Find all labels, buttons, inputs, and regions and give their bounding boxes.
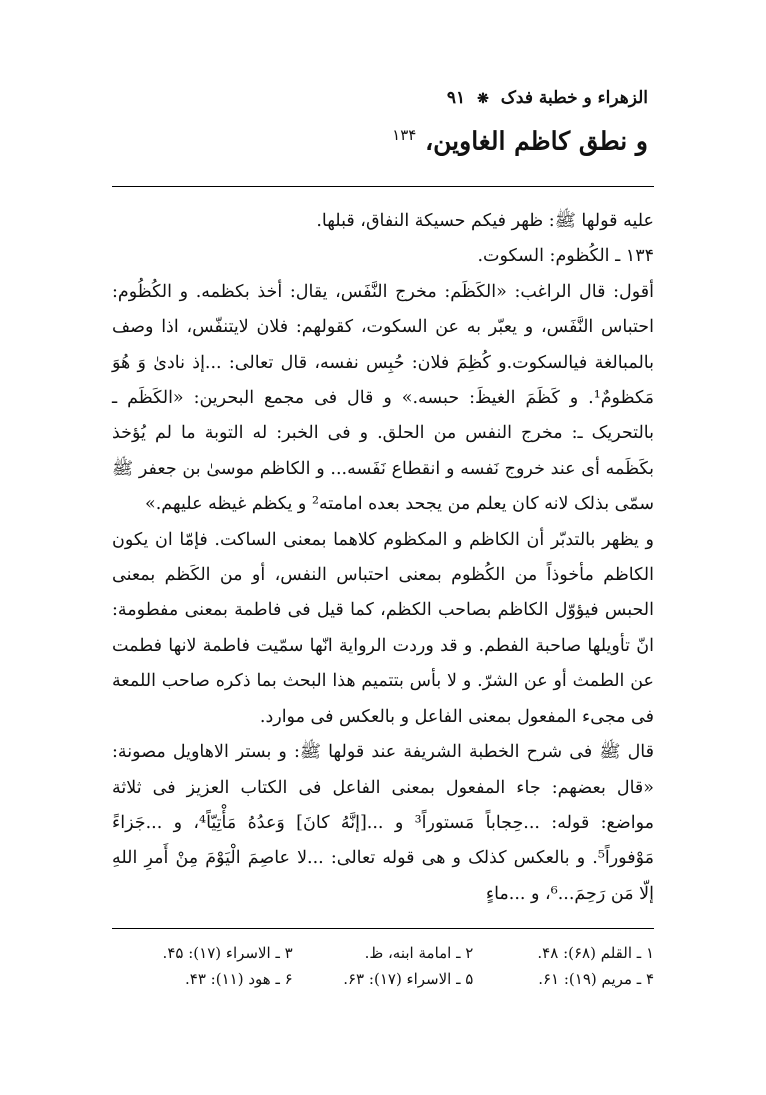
paragraph: و یظهر بالتدبّر أن الکاظم و المکظوم کلاهما بمعنی الساکت. فإمّا ان یکون الکاظم مأخوذاً من الکُظوم بمعنی احتباس النفس، أو من الکَظم بمعنی الحبس فیؤوّل الکاظم بصاحب الکظم، کما قیل فی فاطمة بمعنی مفطومة: انّ تأویلها صاحبة الفطم. و قد وردت الروایة انّها سمّیت فاطمة لانها فطمت عن الطمث أو عن الشرّ. و لا بأس بتتمیم هذا البحث بما ذکره صاحب اللمعة فی مجیء المفعول بمعنی الفاعل و بالعکس فی موارد.	[112, 529, 654, 727]
paragraph: أقول: قال الراغب: «الکَظَم: مخرج النَّفَس، یقال: أخذ بکظمه. و الکُظُوم: احتباس النَّفَس، و یعبّر به عن السکوت، کقولهم: فلان لایتنفّس، اذا وصف بالمبالغة فیالسکوت.و کُظِمَ فلان: حُبِس نفسه، قال تعالی: ...إذ نادیٰ وَ هُوَ مَکظومٌ¹. و کَظَمَ الغیظَ: حبسه.» و قال فی مجمع البحرین: «الکَظَم ـ بالتحریک ـ: مخرج النفس من الحلق. و فی الخبر: له التوبة ما لم یُؤخذ بکَظَمه أی عند خروج نَفسه و انقطاع نَفَسه... و الکاظم موسیٰ بن جعفر ﷺ سمّی بذلک لانه کان یعلم من یجحد بعده امامته² و یکظم غیظه علیهم.»	[112, 281, 654, 515]
section-heading	[392, 126, 648, 155]
paragraph: ١٣۴ ـ الکُظوم: السکوت.	[477, 246, 654, 267]
heading-divider	[112, 186, 654, 187]
star-ornament-icon: ❋	[477, 91, 489, 107]
paragraph: قال ﷺ فی شرح الخطبة الشریفة عند قولها ﷺ: و بستر الاهاویل مصونة: «قال بعضهم: جاء المفعول بمعنی الفاعل فی الکتاب العزیز فی ثلاثة مواضع: قوله: ...حِجاباً مَستوراً³ و ...[إنَّهُ کانَ] وَعدُهُ مَأْتِیّاً⁴، و ...جَزاءً مَوْفوراً⁵. و بالعکس کذلک و هی قوله تعالی: ...لا عاصِمَ الْیَوْمَ مِنْ أَمرِ اللهِ إلّا مَن رَحِمَ...⁶، و ...ماءٍ	[112, 742, 654, 904]
footnote-divider	[112, 928, 654, 929]
footnotes	[112, 944, 654, 988]
footnote: ۵ ـ الاسراء (١٧): ۶٣.	[343, 970, 474, 988]
running-header-title: الزهراء و خطبة فدک	[500, 88, 648, 108]
page-number: ٩١	[446, 88, 466, 108]
section-heading-note: ١٣۴	[392, 126, 417, 144]
paragraph: علیه قولها ﷺ: ظهر فیکم حسیکة النفاق، قبلها.	[316, 211, 654, 231]
section-heading-text: و نطق کاظم الغاوین،	[425, 126, 648, 156]
running-header	[447, 88, 648, 108]
footnote: ۴ ـ مریم (١٩): ۶١.	[538, 970, 654, 988]
footnote: ٢ ـ امامة ابنه، ظ.	[364, 944, 474, 962]
footnote: ١ ـ القلم (۶٨): ۴٨.	[537, 944, 654, 962]
footnote: ٣ ـ الاسراء (١٧): ۴۵.	[162, 944, 293, 962]
commentary-body	[112, 204, 654, 912]
footnote: ۶ ـ هود (١١): ۴٣.	[185, 970, 293, 988]
